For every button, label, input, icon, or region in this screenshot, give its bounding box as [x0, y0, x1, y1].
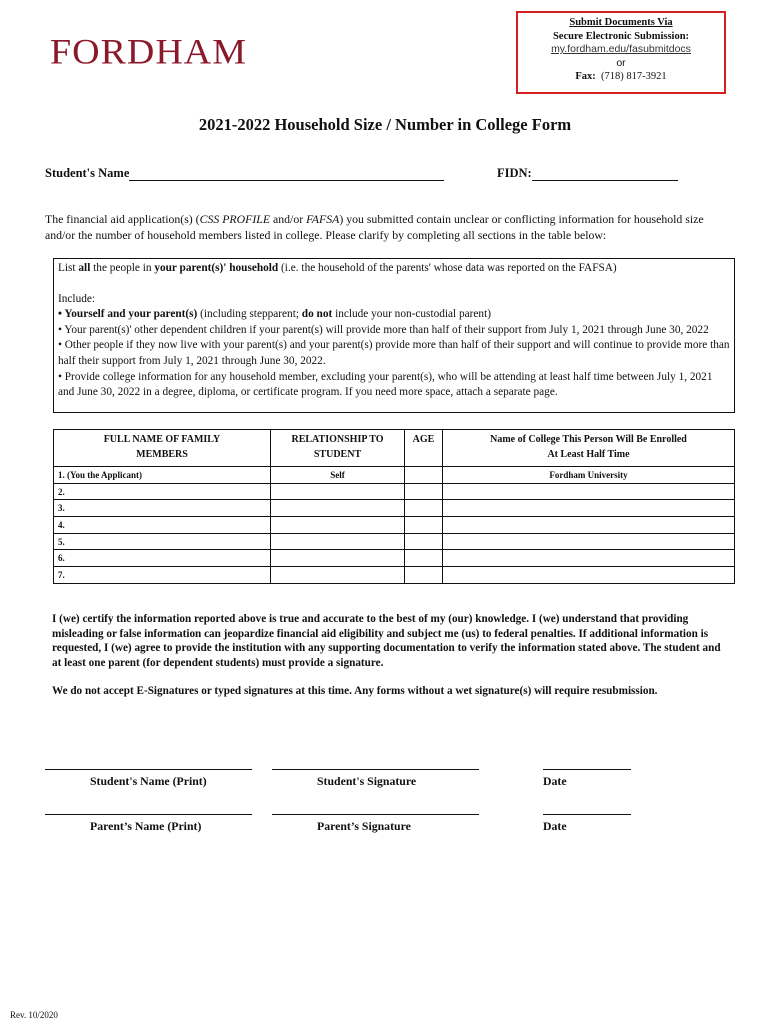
- member-name-cell[interactable]: 4.: [54, 517, 271, 534]
- header-relationship: [271, 430, 405, 467]
- table-row: [54, 533, 735, 550]
- student-signature-line[interactable]: [272, 769, 479, 770]
- age-cell[interactable]: [405, 533, 443, 550]
- header-text: RELATIONSHIP TO: [291, 434, 384, 445]
- age-cell[interactable]: [405, 517, 443, 534]
- header-text: STUDENT: [313, 449, 362, 460]
- header-text: At Least Half Time: [547, 449, 630, 460]
- secure-submission-label: Secure Electronic Submission:: [552, 30, 690, 42]
- college-cell[interactable]: [443, 517, 735, 534]
- member-name-cell[interactable]: 7.: [54, 567, 271, 584]
- relationship-cell[interactable]: [271, 550, 405, 567]
- instructions-box: [53, 258, 735, 413]
- student-name-label: Student's Name: [45, 166, 130, 180]
- bullet-text: (including stepparent;: [197, 308, 302, 321]
- include-bullet-2: • Your parent(s)' other dependent children if your parent(s) will provide more than half of their support from July 1, 2021 through June 30, 2022: [58, 323, 709, 336]
- college-cell[interactable]: Fordham University: [443, 467, 735, 484]
- age-cell[interactable]: [405, 550, 443, 567]
- submit-heading: Submit Documents Via: [569, 17, 673, 28]
- parent-name-print-label: Parent’s Name (Print): [90, 819, 202, 833]
- fax-number: (718) 817-3921: [601, 71, 667, 82]
- include-bullet-3: • Other people if they now live with your parent(s) and your parent(s) provide more than half of their support and will continue to provide more than half their support from July 1, 2021 through June 30, 2022.: [58, 339, 730, 367]
- table-row: [54, 517, 735, 534]
- student-name-field[interactable]: [129, 168, 444, 181]
- date-label-1: Date: [543, 774, 567, 788]
- fax-label: Fax:: [575, 71, 596, 82]
- css-profile-text: CSS PROFILE: [199, 212, 271, 226]
- member-name-cell[interactable]: 6.: [54, 550, 271, 567]
- signature-policy-paragraph: We do not accept E-Signatures or typed signatures at this time. Any forms without a wet signature(s) will require resubmission.: [52, 685, 658, 698]
- intro-text: The financial aid application(s) (: [45, 212, 200, 226]
- instruction-text: List: [58, 262, 79, 274]
- relationship-cell[interactable]: [271, 517, 405, 534]
- header-text: FULL NAME OF FAMILY: [103, 434, 221, 445]
- revision-date: Rev. 10/2020: [10, 1010, 58, 1020]
- intro-paragraph: [45, 211, 735, 243]
- table-row: [54, 467, 735, 484]
- fax-line: [518, 70, 724, 84]
- college-cell[interactable]: [443, 567, 735, 584]
- instruction-text: the people in: [90, 262, 155, 274]
- college-cell[interactable]: [443, 483, 735, 500]
- form-title: 2021-2022 Household Size / Number in College Form: [198, 115, 572, 134]
- fordham-logo: FORDHAM: [50, 32, 248, 72]
- fidn-label: FIDN:: [497, 166, 532, 180]
- student-name-print-label: Student's Name (Print): [90, 774, 207, 788]
- certification-text: [52, 612, 732, 713]
- instruction-text: (i.e. the household of the parents' whose data was reported on the FAFSA): [278, 262, 617, 274]
- relationship-cell[interactable]: Self: [271, 467, 405, 484]
- relationship-cell[interactable]: [271, 500, 405, 517]
- parent-name-print-line[interactable]: [45, 814, 252, 815]
- member-name-cell[interactable]: 3.: [54, 500, 271, 517]
- age-cell[interactable]: [405, 483, 443, 500]
- include-bullet-1: [58, 307, 730, 323]
- table-row: [54, 550, 735, 567]
- member-name-cell[interactable]: 5.: [54, 533, 271, 550]
- age-cell[interactable]: [405, 500, 443, 517]
- relationship-cell[interactable]: [271, 567, 405, 584]
- header-text: Name of College This Person Will Be Enrolled: [490, 434, 687, 445]
- parent-signature-line[interactable]: [272, 814, 479, 815]
- header-age: AGE: [405, 430, 443, 467]
- submit-documents-box: [516, 11, 726, 94]
- college-cell[interactable]: [443, 533, 735, 550]
- list-instruction: [58, 261, 730, 277]
- college-cell[interactable]: [443, 500, 735, 517]
- student-name-row: [45, 166, 444, 181]
- intro-text: ) you submitted contain unclear or conflicting information for household size and/or the number of household members listed in college. Please clarify by completing all sections in the table below:: [45, 212, 704, 242]
- relationship-cell[interactable]: [271, 483, 405, 500]
- table-row: [54, 500, 735, 517]
- college-cell[interactable]: [443, 550, 735, 567]
- date-label-2: Date: [543, 819, 567, 833]
- submit-docs-link[interactable]: my.fordham.edu/fasubmitdocs: [551, 43, 691, 55]
- parent-signature-label: Parent’s Signature: [317, 819, 411, 833]
- header-text: MEMBERS: [136, 449, 188, 460]
- bullet-text: include your non-custodial parent): [332, 308, 491, 321]
- header-full-name: [54, 430, 271, 467]
- fidn-field[interactable]: [532, 168, 678, 181]
- date-line-2[interactable]: [543, 814, 631, 815]
- table-row: [54, 567, 735, 584]
- include-bullet-4: • Provide college information for any household member, excluding your parent(s), who will be attending at least half time between July 1, 2021 and June 30, 2022 in a degree, diploma, or certificate program. If you need more space, attach a separate page.: [58, 370, 713, 399]
- student-signature-label: Student's Signature: [317, 774, 417, 788]
- or-text: or: [616, 56, 626, 69]
- header-college: [443, 430, 735, 467]
- age-cell[interactable]: [405, 567, 443, 584]
- instruction-bold: all: [78, 262, 91, 274]
- fafsa-text: FAFSA: [306, 212, 340, 226]
- include-label: Include:: [58, 292, 96, 305]
- bullet-bold: • Yourself and your parent(s): [58, 308, 198, 321]
- intro-text: and/or: [270, 212, 307, 226]
- certification-paragraph: I (we) certify the information reported above is true and accurate to the best of my (our) knowledge. I (we) understand that providing misleading or false information can jeopardize financial aid eligibility and subject me (us) to federal penalties. If additional information is requested, I (we) agree to provide the institution with any supporting documentation to verify the information stated above. The student and at least one parent (for dependent students) must provide a signature.: [52, 613, 721, 669]
- date-line-1[interactable]: [543, 769, 631, 770]
- household-members-table: [53, 429, 735, 584]
- relationship-cell[interactable]: [271, 533, 405, 550]
- bullet-bold: do not: [301, 308, 333, 321]
- fidn-row: [497, 166, 678, 181]
- member-name-cell[interactable]: 1. (You the Applicant): [54, 467, 271, 484]
- student-name-print-line[interactable]: [45, 769, 252, 770]
- age-cell[interactable]: [405, 467, 443, 484]
- member-name-cell[interactable]: 2.: [54, 483, 271, 500]
- table-row: [54, 483, 735, 500]
- instruction-bold: your parent(s)' household: [154, 262, 279, 274]
